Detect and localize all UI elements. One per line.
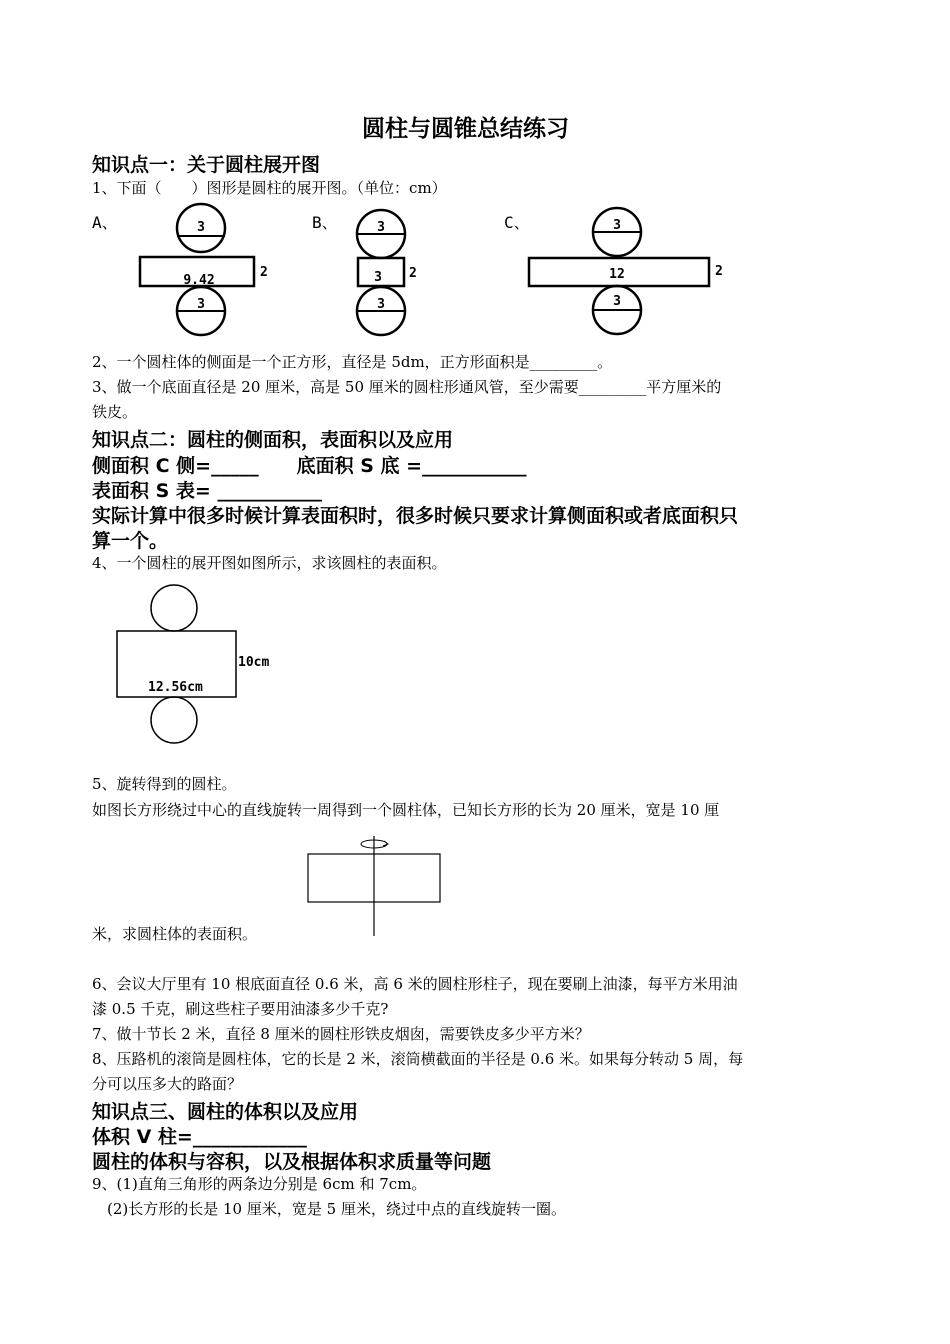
question-2: 2、一个圆柱体的侧面是一个正方形，直径是 5dm，正方形面积是_________。 (92, 353, 613, 371)
note-line2: 算一个。 (92, 530, 169, 552)
lateral-area-formula: 侧面积 C 侧=_____ 底面积 S 底 =___________ (92, 455, 527, 477)
question-6-line1: 6、会议大厅里有 10 根底面直径 0.6 米，高 6 米的圆柱形柱子，现在要刷上油漆，每平方米用油 (92, 975, 738, 993)
option-c-rect-label: 12 (609, 267, 625, 282)
page-title: 圆柱与圆锥总结练习 (362, 116, 569, 142)
question-9-part1: 9、(1)直角三角形的两条边分别是 6cm 和 7cm。 (92, 1175, 427, 1193)
section3-subheading: 圆柱的体积与容积，以及根据体积求质量等问题 (92, 1151, 492, 1173)
volume-formula: 体积 V 柱=____________ (92, 1126, 307, 1148)
option-a-rect-label: 9.42 (183, 273, 215, 288)
question-9-part2: (2)长方形的长是 10 厘米，宽是 5 厘米，绕过中点的直线旋转一圈。 (92, 1200, 566, 1218)
option-c-bottom-label: 3 (613, 294, 621, 309)
section3-heading: 知识点三、圆柱的体积以及应用 (92, 1101, 359, 1123)
q5-rotation-figure (300, 832, 450, 942)
option-b-label: B、 (312, 213, 338, 232)
option-c-figure (504, 208, 723, 334)
option-b-bottom-label: 3 (377, 297, 385, 312)
q4-bottom-circle (151, 697, 197, 743)
question-5-line2: 米，求圆柱体的表面积。 (92, 925, 258, 943)
option-b-rect-label: 3 (374, 270, 382, 285)
option-c-top-label: 3 (613, 218, 621, 233)
note-line1: 实际计算中很多时候计算表面积时，很多时候只要求计算侧面积或者底面积只 (92, 505, 739, 527)
section2-heading: 知识点二：圆柱的侧面积，表面积以及应用 (92, 429, 454, 451)
question-8-line2: 分可以压多大的路面？ (92, 1075, 243, 1093)
question-5-title: 5、旋转得到的圆柱。 (92, 775, 237, 793)
question-7: 7、做十节长 2 米，直径 8 厘米的圆柱形铁皮烟囱，需要铁皮多少平方米？ (92, 1025, 590, 1043)
option-b-figure (312, 210, 417, 335)
option-a-side-label: 2 (260, 265, 268, 280)
option-c-side-label: 2 (715, 264, 723, 279)
option-a-figure (92, 204, 268, 335)
question-1: 1、下面（ ）图形是圆柱的展开图。（单位：cm） (92, 179, 447, 197)
section1-heading: 知识点一：关于圆柱展开图 (92, 154, 321, 176)
question-3-line2: 铁皮。 (92, 403, 138, 421)
option-a-top-label: 3 (197, 220, 205, 235)
option-a-bottom-label: 3 (197, 297, 205, 312)
q4-height-label: 10cm (238, 655, 270, 670)
q4-top-circle (151, 585, 197, 631)
question-3-line1: 3、做一个底面直径是 20 厘米，高是 50 厘米的圆柱形通风管，至少需要_________平方厘米的 (92, 378, 722, 396)
question-4: 4、一个圆柱的展开图如图所示，求该圆柱的表面积。 (92, 554, 447, 572)
question-5-line1: 如图长方形绕过中心的直线旋转一周得到一个圆柱体，已知长方形的长为 20 厘米，宽是 10 厘 (92, 801, 720, 819)
surface-area-formula: 表面积 S 表= ___________ (92, 480, 322, 502)
question-6-line2: 漆 0.5 千克，刷这些柱子要用油漆多少千克? (92, 1000, 389, 1018)
q4-net-figure (110, 582, 310, 752)
q4-width-label: 12.56cm (148, 680, 203, 695)
q1-figures (0, 200, 950, 345)
option-b-side-label: 2 (409, 266, 417, 281)
question-8-line1: 8、压路机的滚筒是圆柱体，它的长是 2 米，滚筒横截面的半径是 0.6 米。如果每分转动 5 周，每 (92, 1050, 744, 1068)
option-a-label: A、 (92, 213, 118, 232)
option-c-label: C、 (504, 213, 530, 232)
option-b-top-label: 3 (377, 220, 385, 235)
